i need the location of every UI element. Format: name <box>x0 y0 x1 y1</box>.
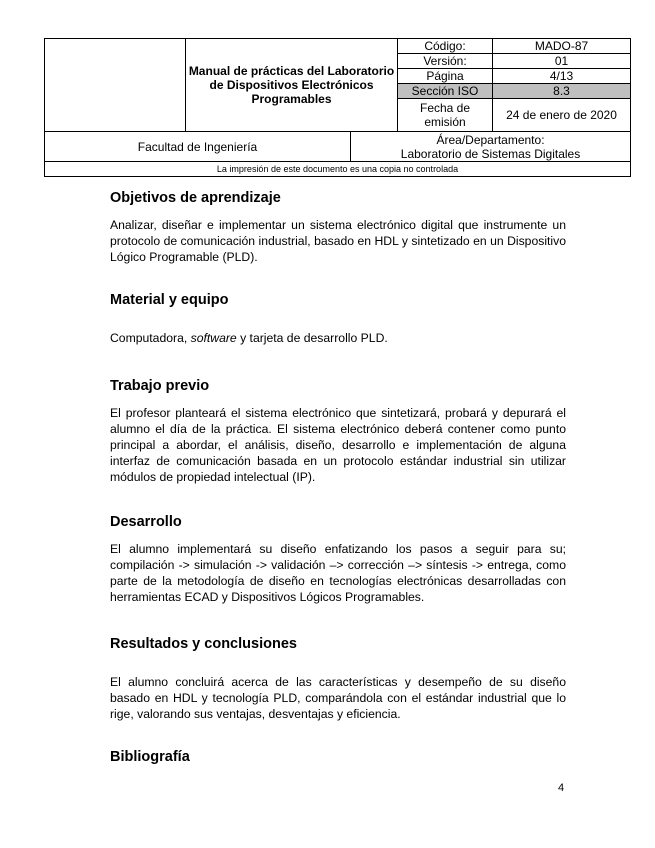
code-label: Código: <box>398 39 493 54</box>
manual-title: Manual de prácticas del Laboratorio de Dispositivos Electrónicos Programables <box>186 39 398 132</box>
section-heading: Material y equipo <box>110 292 229 308</box>
section-text: Computadora, software y tarjeta de desarrollo PLD. <box>110 331 388 345</box>
document-header-table <box>44 38 631 177</box>
faculty-cell: Facultad de Ingeniería <box>45 132 351 162</box>
page-label: Página <box>398 69 493 84</box>
section-heading: Trabajo previo <box>110 378 210 394</box>
department-label: Área/Departamento: <box>436 132 545 147</box>
page-number: 4 <box>558 782 565 794</box>
department-value: Laboratorio de Sistemas Digitales <box>400 146 581 161</box>
issue-date-value: 24 de enero de 2020 <box>493 99 631 132</box>
section-text: El alumno implementará su diseño enfatizando los pasos a seguir para su; compilación -> simulación -> validación –> corrección –> síntesis -> entrega, como parte de la metodología de diseño en tecnologías electrónicas desarrolladas con herramientas ECAD y Dispositivos Lógicos Programables. <box>110 542 566 604</box>
section-results <box>110 635 566 722</box>
section-heading: Bibliografía <box>110 749 190 765</box>
section-heading: Resultados y conclusiones <box>110 636 297 652</box>
section-heading: Objetivos de aprendizaje <box>110 190 281 206</box>
section-materials <box>110 291 566 346</box>
section-bibliography <box>110 748 566 766</box>
software-emphasis: software <box>190 331 237 345</box>
page-value: 4/13 <box>493 69 631 84</box>
issue-date-label: Fecha de emisión <box>398 99 493 132</box>
department-cell <box>351 132 631 162</box>
uncontrolled-copy-note: La impresión de este documento es una copia no controlada <box>45 162 631 177</box>
section-heading: Desarrollo <box>110 514 182 530</box>
logo-cell <box>45 39 186 132</box>
version-value: 01 <box>493 54 631 69</box>
section-objectives <box>110 189 566 265</box>
section-text: Analizar, diseñar e implementar un sistema electrónico digital que instrumente un protocolo de comunicación industrial, basado en HDL y sintetizado en un Dispositivo Lógico Programable (PLD). <box>110 218 566 264</box>
section-text: El alumno concluirá acerca de las características y desempeño de su diseño basado en HDL y tecnología PLD, comparándola con el estándar industrial que lo rige, valorando sus ventajas, desventajas y eficiencia. <box>110 675 566 721</box>
version-label: Versión: <box>398 54 493 69</box>
iso-section-label: Sección ISO <box>398 84 493 99</box>
code-value: MADO-87 <box>493 39 631 54</box>
section-prior-work <box>110 377 566 485</box>
section-text: El profesor planteará el sistema electrónico que sintetizará, probará y depurará el alumno el día de la práctica. El sistema electrónico deberá contener como punto principal a abordar, el análisis, diseño, desarrollo e implementación de alguna interfaz de comunicación basada en un protocolo estándar industrial sin utilizar módulos de propiedad intelectual (IP). <box>110 406 566 484</box>
section-development <box>110 513 566 605</box>
iso-section-value: 8.3 <box>493 84 631 99</box>
